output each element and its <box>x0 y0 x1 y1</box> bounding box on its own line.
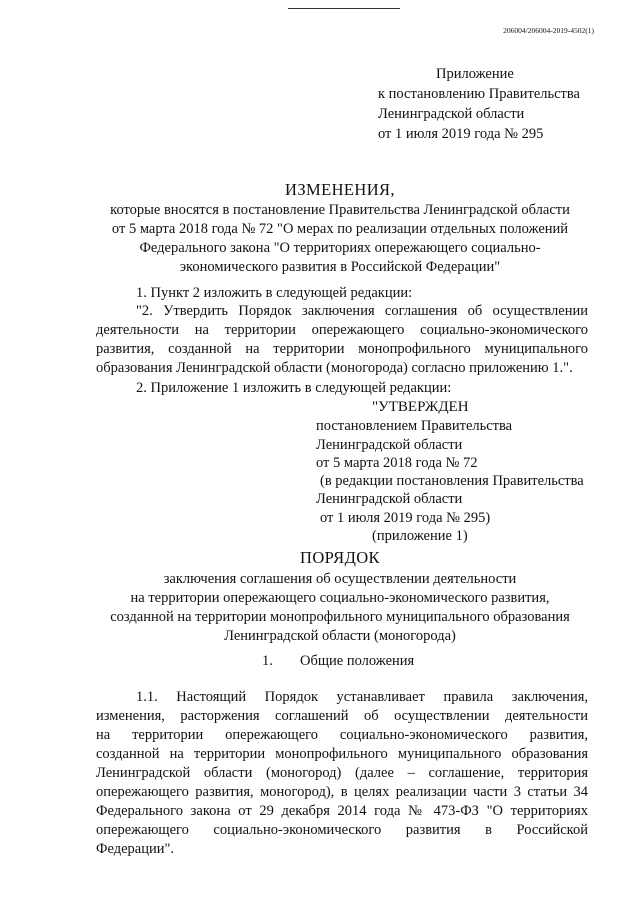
changes-line: экономического развития в Российской Федерации" <box>179 259 501 275</box>
approval-line: (приложение 1) <box>372 528 468 545</box>
approval-line: постановлением Правительства <box>316 418 513 435</box>
approval-title: "УТВЕРЖДЕН <box>372 399 469 415</box>
document-code: 206004/206004-2019-4502(1) <box>503 26 594 35</box>
approval-line: Ленинградской области <box>316 436 463 453</box>
changes-line: от 5 марта 2018 года № 72 "О мерах по реализации отдельных положений <box>111 221 569 237</box>
order-line: Ленинградской области (моногорода) <box>224 628 456 644</box>
item1-text <box>96 302 588 378</box>
changes-line: которые вносятся в постановление Правительства Ленинградской области <box>110 202 570 218</box>
item2-heading: 2. Приложение 1 изложить в следующей редакции: <box>136 380 452 396</box>
clause-line: на территории опережающего социально-экономического развития, <box>96 727 588 743</box>
clause-line: Ленинградской области (моногород) (далее – соглашение, территория <box>96 765 588 781</box>
approval-line: от 1 июля 2019 года № 295) <box>320 509 491 526</box>
appendix-block <box>378 64 618 144</box>
section-number: 1. <box>262 653 273 669</box>
clause-line: опережающего социально-экономического развития в Российской <box>96 822 588 838</box>
approval-line: от 5 марта 2018 года № 72 <box>316 454 478 471</box>
order-heading <box>90 548 590 646</box>
order-line: на территории опережающего социально-экономического развития, <box>130 590 550 606</box>
clause-line: созданной на территории монопрофильного муниципального образования <box>96 746 588 762</box>
item1-heading: 1. Пункт 2 изложить в следующей редакции: <box>136 285 413 301</box>
order-line: заключения соглашения об осуществлении деятельности <box>163 571 517 587</box>
top-rule <box>288 8 400 9</box>
approval-line: (в редакции постановления Правительства <box>320 473 584 490</box>
item1-line: образования Ленинградской области (моногорода) согласно приложению 1.". <box>96 360 573 376</box>
clause-line: Федерации". <box>96 841 175 857</box>
order-title: ПОРЯДОК <box>300 548 380 567</box>
approval-line: Ленинградской области <box>316 491 463 508</box>
clause-line: изменения, расторжения соглашений об осуществлении деятельности <box>96 708 588 724</box>
approval-block <box>316 398 606 545</box>
item1-line: развития, созданной на территории монопрофильного муниципального <box>96 341 588 357</box>
section-title: Общие положения <box>300 653 415 669</box>
appendix-line: Ленинградской области <box>378 106 525 122</box>
clause-line: 1.1. Настоящий Порядок устанавливает правила заключения, <box>136 689 588 705</box>
clause-line: опережающего развития, моногород), в целях реализации части 3 статьи 34 <box>96 784 588 800</box>
appendix-line: от 1 июля 2019 года № 295 <box>378 126 544 142</box>
clause-line: Федерального закона от 29 декабря 2014 года № 473-ФЗ "О территориях <box>96 803 588 819</box>
item1-line: "2. Утвердить Порядок заключения соглашения об осуществлении <box>136 303 588 319</box>
clause-1-1 <box>96 688 588 859</box>
appendix-line: Приложение <box>436 66 514 82</box>
appendix-line: к постановлению Правительства <box>378 86 580 102</box>
changes-line: Федерального закона "О территориях опережающего социально- <box>139 240 541 256</box>
changes-title: ИЗМЕНЕНИЯ, <box>285 180 395 199</box>
item1-line: деятельности на территории опережающего социально-экономического <box>96 322 588 338</box>
section-heading <box>262 652 414 671</box>
order-line: созданной на территории монопрофильного муниципального образования <box>110 609 570 625</box>
changes-heading <box>90 180 590 277</box>
